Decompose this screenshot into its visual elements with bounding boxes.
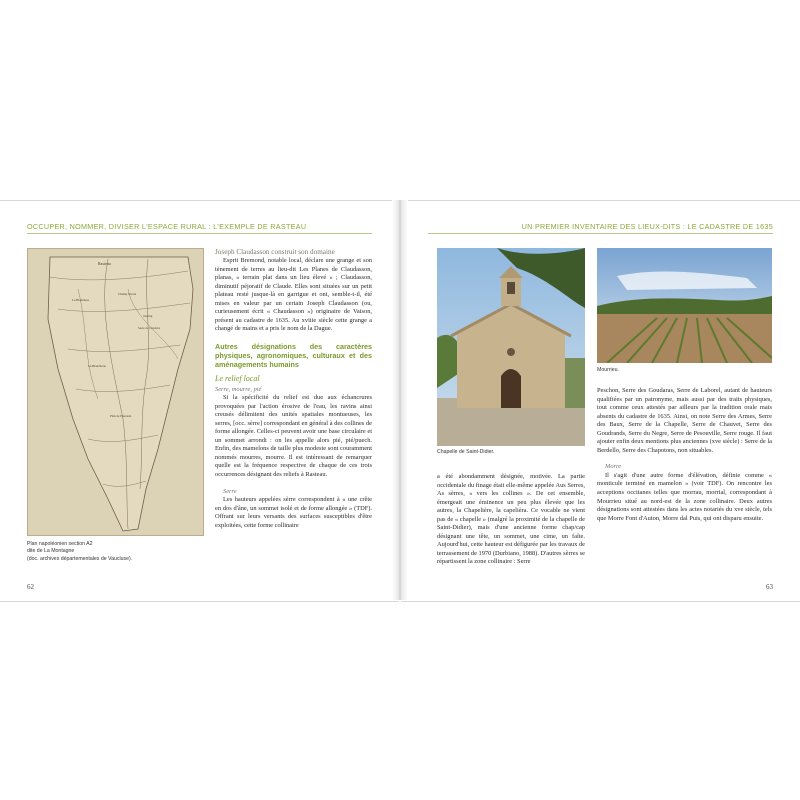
left-page <box>0 200 399 602</box>
right-text-column-2 <box>597 387 772 523</box>
paragraph-serres-suite: a été abondamment désignée, motivée. La partie occidentale du finage était elle-même appelée Aus Serres, As sèrres, « vers les collines ». De cet ensemble, émergeait une éminence un peu plus élevée que les autres, la Chapelière, la capelièra. Ce vocable ne vient pas de « chapelle » (malgré la proximité de la chapelle de Saint-Didier), mais d'une ancienne forme chap/cap désignant une tête, un sommet, une cime, un faîte. Aujourd'hui, cette hauteur est défigurée par les travaux de terrassement de 1970 (Durbiano, 1988). D'autres sèrres se répartissent la zone collinaire : Serre <box>437 473 585 566</box>
map-label-tarring: Tarring <box>143 314 153 318</box>
paragraph-bremond: Esprit Bremond, notable local, déclare une grange et son tènement de terres au lieu-dit Les Planes de Claudasson, planas, « terrain plat dans un lieu élevé » ; Claudasson, diminutif péjoratif de Claude. Elles sont situées sur un petit plateau resté jusque-là en garrigue et ont, semble-t-il, été mises en valeur par un certain Joseph Claudasson (ou, curieusement écrit « Chaudasson ») originaire de Vaison, présent au cadastre de 1635. Au xviiie siècle cette grange a changé de mains et a pris le nom de la Dague. <box>215 257 372 333</box>
map-label-blanchere: La Blanchere <box>72 298 90 302</box>
paragraph-serre: Les hauteurs appelées sèrre correspondent à « une crête en dos d'âne, un sommet isolé et de forme allongée » (TDF). Offrant sur leurs versants des surfaces susceptibles d'être exploitées, cette forme collinaire <box>215 496 372 529</box>
subheading-morre: Morre <box>605 463 622 471</box>
right-head-rule <box>428 233 773 234</box>
napoleonic-plan-map <box>27 248 204 536</box>
heading-autres-designations: Autres désignations des caractères physiques, agronomiques, culturaux et des aménagements humains <box>215 341 372 370</box>
map-label-rasteau: Rasteau <box>98 261 111 266</box>
map-label-plantade: Plan de Plantade <box>110 414 132 418</box>
right-folio: 63 <box>766 583 773 591</box>
map-label-blancherie: La Blancherie <box>88 364 106 368</box>
book-spread <box>0 200 800 600</box>
heading-relief-local: Le relief local <box>215 373 260 383</box>
left-running-head: OCCUPER, NOMMER, DIVISER L'ESPACE RURAL : L'EXEMPLE DE RASTEAU <box>27 222 307 231</box>
vineyard-caption: Mourrieu. <box>597 367 619 373</box>
map-caption: Plan napoléonien section A2 dite de La Montagne (doc. archives départementales de Vaucluse). <box>27 541 133 562</box>
paragraph-serres-liste: Peschon, Serre des Goudaras, Serre de Laborel, autant de hauteurs qualifiées par un patronyme, mais aussi par des traits physiques, tout comme ceux attestés par ailleurs par la tradition orale mais absents du cadastre de 1635. Ainsi, on note Serre des Armes, Serre des Baux, Serre de la Chapelle, Serre de Chauvet, Serre des Goudrands, Serre du Negre, Serre de Pesouville, Serre rouge. Il faut ajouter enfin deux mentions plus anciennes (xve siècle) : Serre de la Berdello, Serre des Chapotons, non situables. <box>597 387 772 454</box>
paragraph-relief: Si la spécificité du relief est due aux échancrures provoquées par l'action érosive de l'eau, les ravins ainsi creusés délimitent des unités spatiales montueuses, les serres, [occ. sèrre] correspondant en général à des collines de forme allongée. Celles-ci peuvent avoir une base circulaire et un sommet arrondi : on les appelle alors pié, pié/puech. Enfin, des mamelons de taille plus modeste sont couramment nommés mourres, mourre. Il est intéressant de remarquer quelle est la fréquence respective de chaque de ces trois occurrences désignant des reliefs à Rasteau. <box>215 394 372 478</box>
book-gutter <box>392 200 408 600</box>
paragraph-morre: Il s'agit d'une autre forme d'élévation, définie comme « monticule terminé en mamelon » (voir TDF). On rencontre les acceptions occitanes telles que morrau, morrial, correspondant à Mourrieu situé au nord-est de la zone collinaire. Deux autres désignations sont attestées dans les actes notariés du xve siècle, tels que Morre Font d'Auton, Morre dal Puis, qui ont disparu ensuite. <box>597 471 772 522</box>
right-text-column-1 <box>437 473 585 567</box>
subheading-serre: Serre <box>223 487 237 495</box>
vineyard-photo <box>597 248 772 363</box>
map-label-champ: Champ Tarren <box>118 292 137 296</box>
right-page <box>401 200 800 602</box>
left-head-rule <box>27 233 372 234</box>
left-folio: 62 <box>27 583 34 591</box>
right-running-head: UN PREMIER INVENTAIRE DES LIEUX-DITS : LE CADASTRE DE 1635 <box>521 222 773 231</box>
chapel-photo <box>437 248 585 446</box>
section-title: Joseph Claudasson construit son domaine <box>215 248 335 256</box>
heading-serre-mourre: Serre, mourre, pié <box>215 385 262 393</box>
left-text-column <box>215 248 372 530</box>
map-drawing <box>28 249 203 535</box>
chapel-caption: Chapelle de Saint-Didier. <box>437 449 495 455</box>
map-label-serre: Serre de Crusière <box>138 326 161 330</box>
